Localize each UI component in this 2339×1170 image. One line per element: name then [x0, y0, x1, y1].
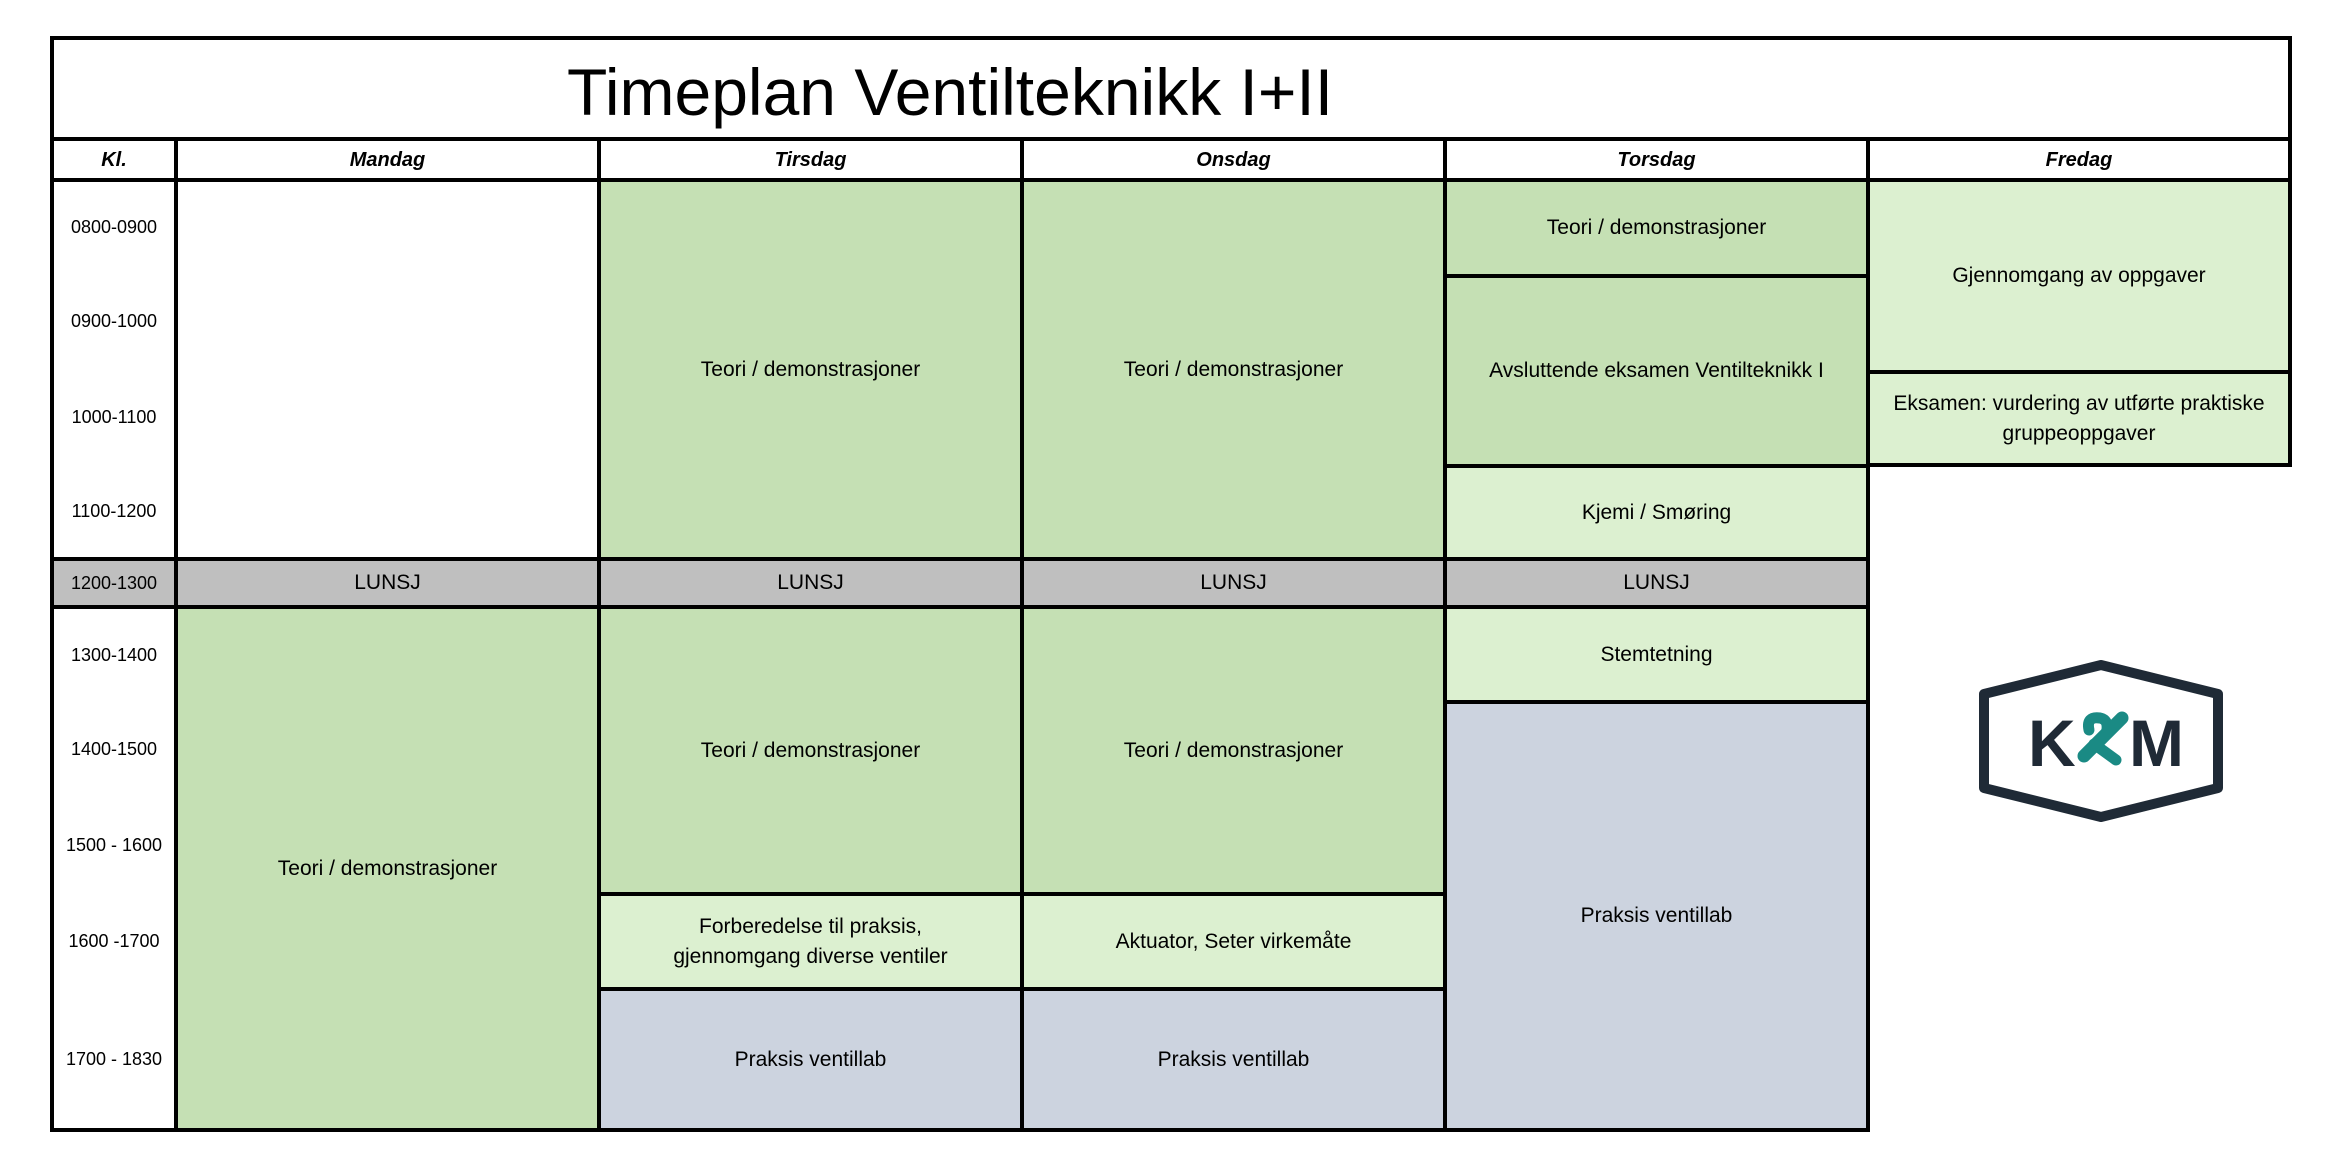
logo-letter-k: K	[2028, 706, 2076, 780]
page-title: Timeplan Ventilteknikk I+II	[567, 55, 1334, 129]
wednesday-actuator: Aktuator, Seter virkemåte	[1020, 892, 1447, 991]
time-label: 1000-1100	[71, 407, 157, 427]
wednesday-lab: Praksis ventillab	[1020, 987, 1447, 1132]
wednesday-afternoon-theory: Teori / demonstrasjoner	[1020, 605, 1447, 896]
friday-exam	[1866, 370, 2292, 467]
tuesday-preparation	[597, 892, 1024, 991]
header-fredag: Fredag	[1866, 137, 2292, 182]
monday-morning-empty	[174, 178, 601, 561]
thursday-lunch: LUNSJ	[1443, 557, 1870, 609]
time-label: 1500 - 1600	[65, 835, 163, 855]
tuesday-preparation-line1: Forberedelse til praksis,	[699, 914, 922, 938]
tuesday-lab: Praksis ventillab	[597, 987, 1024, 1132]
time-label: 1700 - 1830	[65, 1049, 163, 1069]
monday-lunch: LUNSJ	[174, 557, 601, 609]
header-tirsdag: Tirsdag	[597, 137, 1024, 182]
time-label: 1600 -1700	[68, 931, 160, 951]
time-label: 1200-1300	[70, 573, 158, 593]
tuesday-preparation-line2: gjennomgang diverse ventiler	[673, 944, 948, 968]
wednesday-lunch: LUNSJ	[1020, 557, 1447, 609]
km-logo-icon	[1976, 660, 2226, 822]
wednesday-morning-theory: Teori / demonstrasjoner	[1020, 178, 1447, 561]
thursday-theory: Teori / demonstrasjoner	[1443, 178, 1870, 278]
header-kl: Kl.	[50, 137, 178, 182]
km-logo	[1976, 660, 2226, 822]
time-label: 1300-1400	[70, 645, 158, 665]
tuesday-lunch: LUNSJ	[597, 557, 1024, 609]
friday-review: Gjennomgang av oppgaver	[1866, 178, 2292, 374]
time-label: 1400-1500	[70, 739, 158, 759]
header-torsdag: Torsdag	[1443, 137, 1870, 182]
thursday-stem-sealing: Stemtetning	[1443, 605, 1870, 704]
tuesday-morning-theory: Teori / demonstrasjoner	[597, 178, 1024, 561]
friday-exam-line2: gruppeoppgaver	[2002, 421, 2156, 445]
header-mandag: Mandag	[174, 137, 601, 182]
time-label: 0900-1000	[70, 311, 158, 331]
thursday-chemistry: Kjemi / Smøring	[1443, 464, 1870, 561]
thursday-lab: Praksis ventillab	[1443, 700, 1870, 1132]
thursday-exam: Avsluttende eksamen Ventilteknikk I	[1443, 274, 1870, 468]
time-label: 0800-0900	[70, 217, 158, 237]
header-onsdag: Onsdag	[1020, 137, 1447, 182]
friday-exam-line1: Eksamen: vurdering av utførte praktiske	[1893, 391, 2265, 415]
monday-afternoon-theory: Teori / demonstrasjoner	[174, 605, 601, 1132]
tuesday-afternoon-theory: Teori / demonstrasjoner	[597, 605, 1024, 896]
time-label: 1100-1200	[71, 501, 157, 521]
logo-letter-m: M	[2129, 706, 2184, 780]
